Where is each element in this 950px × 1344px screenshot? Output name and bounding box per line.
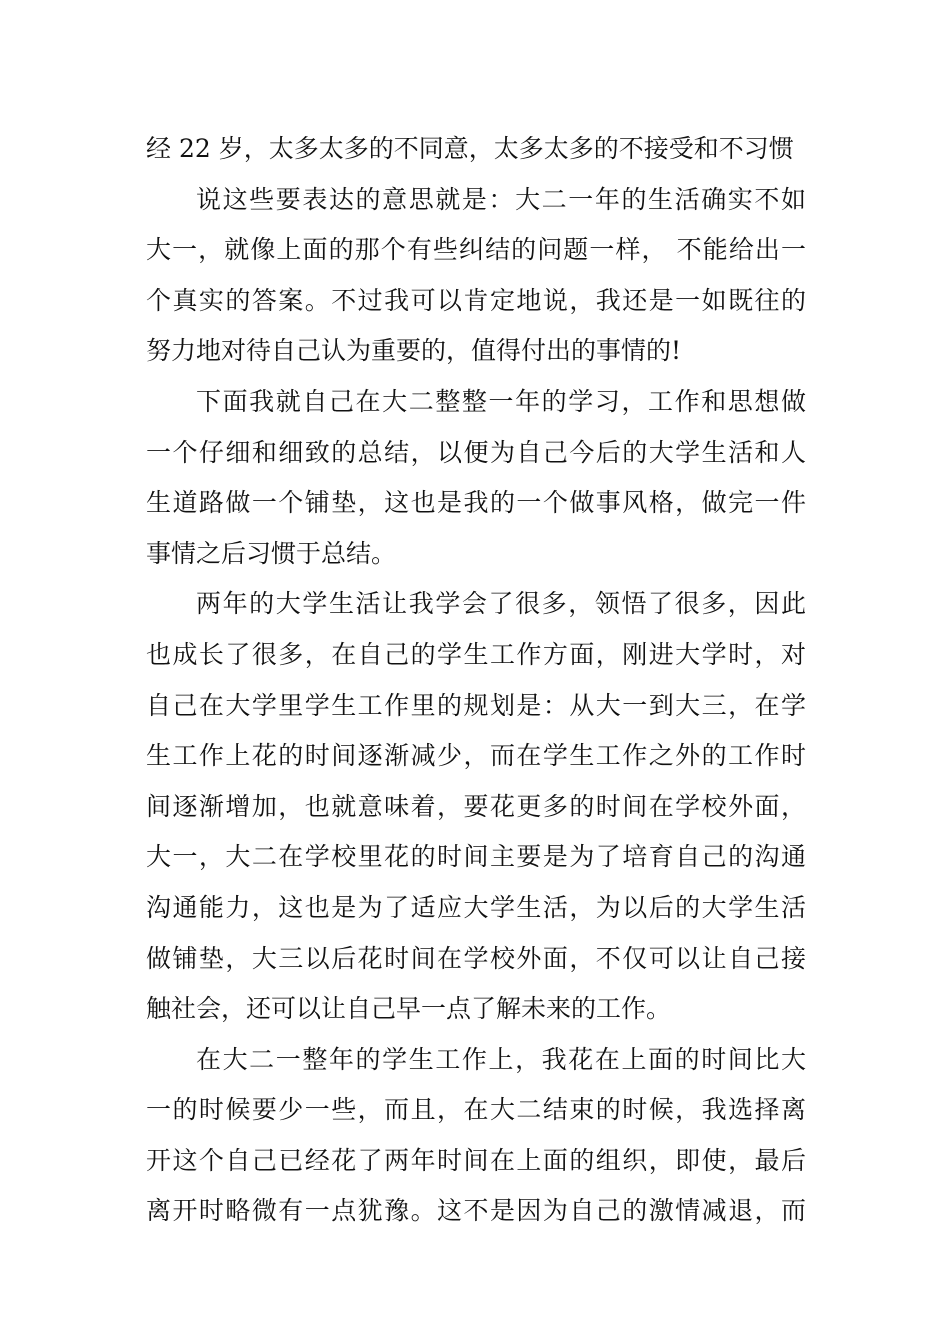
text-line: 大一，就像上面的那个有些纠结的问题一样， 不能给出一: [146, 235, 806, 265]
text-line: 生工作上花的时间逐渐减少，而在学生工作之外的工作时: [146, 741, 806, 771]
text-line: 也成长了很多，在自己的学生工作方面，刚进大学时，对: [146, 639, 806, 669]
text-line: 一个仔细和细致的总结，以便为自己今后的大学生活和人: [146, 437, 806, 467]
text-line: 两年的大学生活让我学会了很多，领悟了很多，因此: [196, 589, 806, 619]
text-line: 自己在大学里学生工作里的规划是：从大一到大三，在学: [146, 690, 806, 720]
text-line: 个真实的答案。不过我可以肯定地说，我还是一如既往的: [146, 285, 806, 315]
text-line: 大一，大二在学校里花的时间主要是为了培育自己的沟通: [146, 842, 806, 872]
text-line: 开这个自己已经花了两年时间在上面的组织，即使，最后: [146, 1145, 806, 1175]
text-line: 做铺垫，大三以后花时间在学校外面，不仅可以让自己接: [146, 943, 806, 973]
text-line: 下面我就自己在大二整整一年的学习，工作和思想做: [196, 386, 806, 416]
text-line: 在大二一整年的学生工作上，我花在上面的时间比大: [196, 1044, 806, 1074]
text-line: 生道路做一个铺垫，这也是我的一个做事风格，做完一件: [146, 488, 806, 518]
text-line: 触社会，还可以让自己早一点了解未来的工作。: [146, 994, 672, 1024]
text-line: 经 22 岁，太多太多的不同意，太多太多的不接受和不习惯: [146, 134, 794, 163]
text-line: 努力地对待自己认为重要的，值得付出的事情的!: [146, 336, 682, 366]
text-line: 离开时略微有一点犹豫。这不是因为自己的激情减退，而: [146, 1196, 806, 1226]
text-line: 事情之后习惯于总结。: [146, 538, 397, 568]
text-line: 沟通能力，这也是为了适应大学生活，为以后的大学生活: [146, 892, 806, 922]
document-body: [146, 124, 806, 1237]
text-line: 间逐渐增加，也就意味着，要花更多的时间在学校外面，: [146, 791, 806, 821]
text-line: 一的时候要少一些，而且，在大二结束的时候，我选择离: [146, 1095, 806, 1125]
text-line: 说这些要表达的意思就是：大二一年的生活确实不如: [196, 184, 806, 214]
